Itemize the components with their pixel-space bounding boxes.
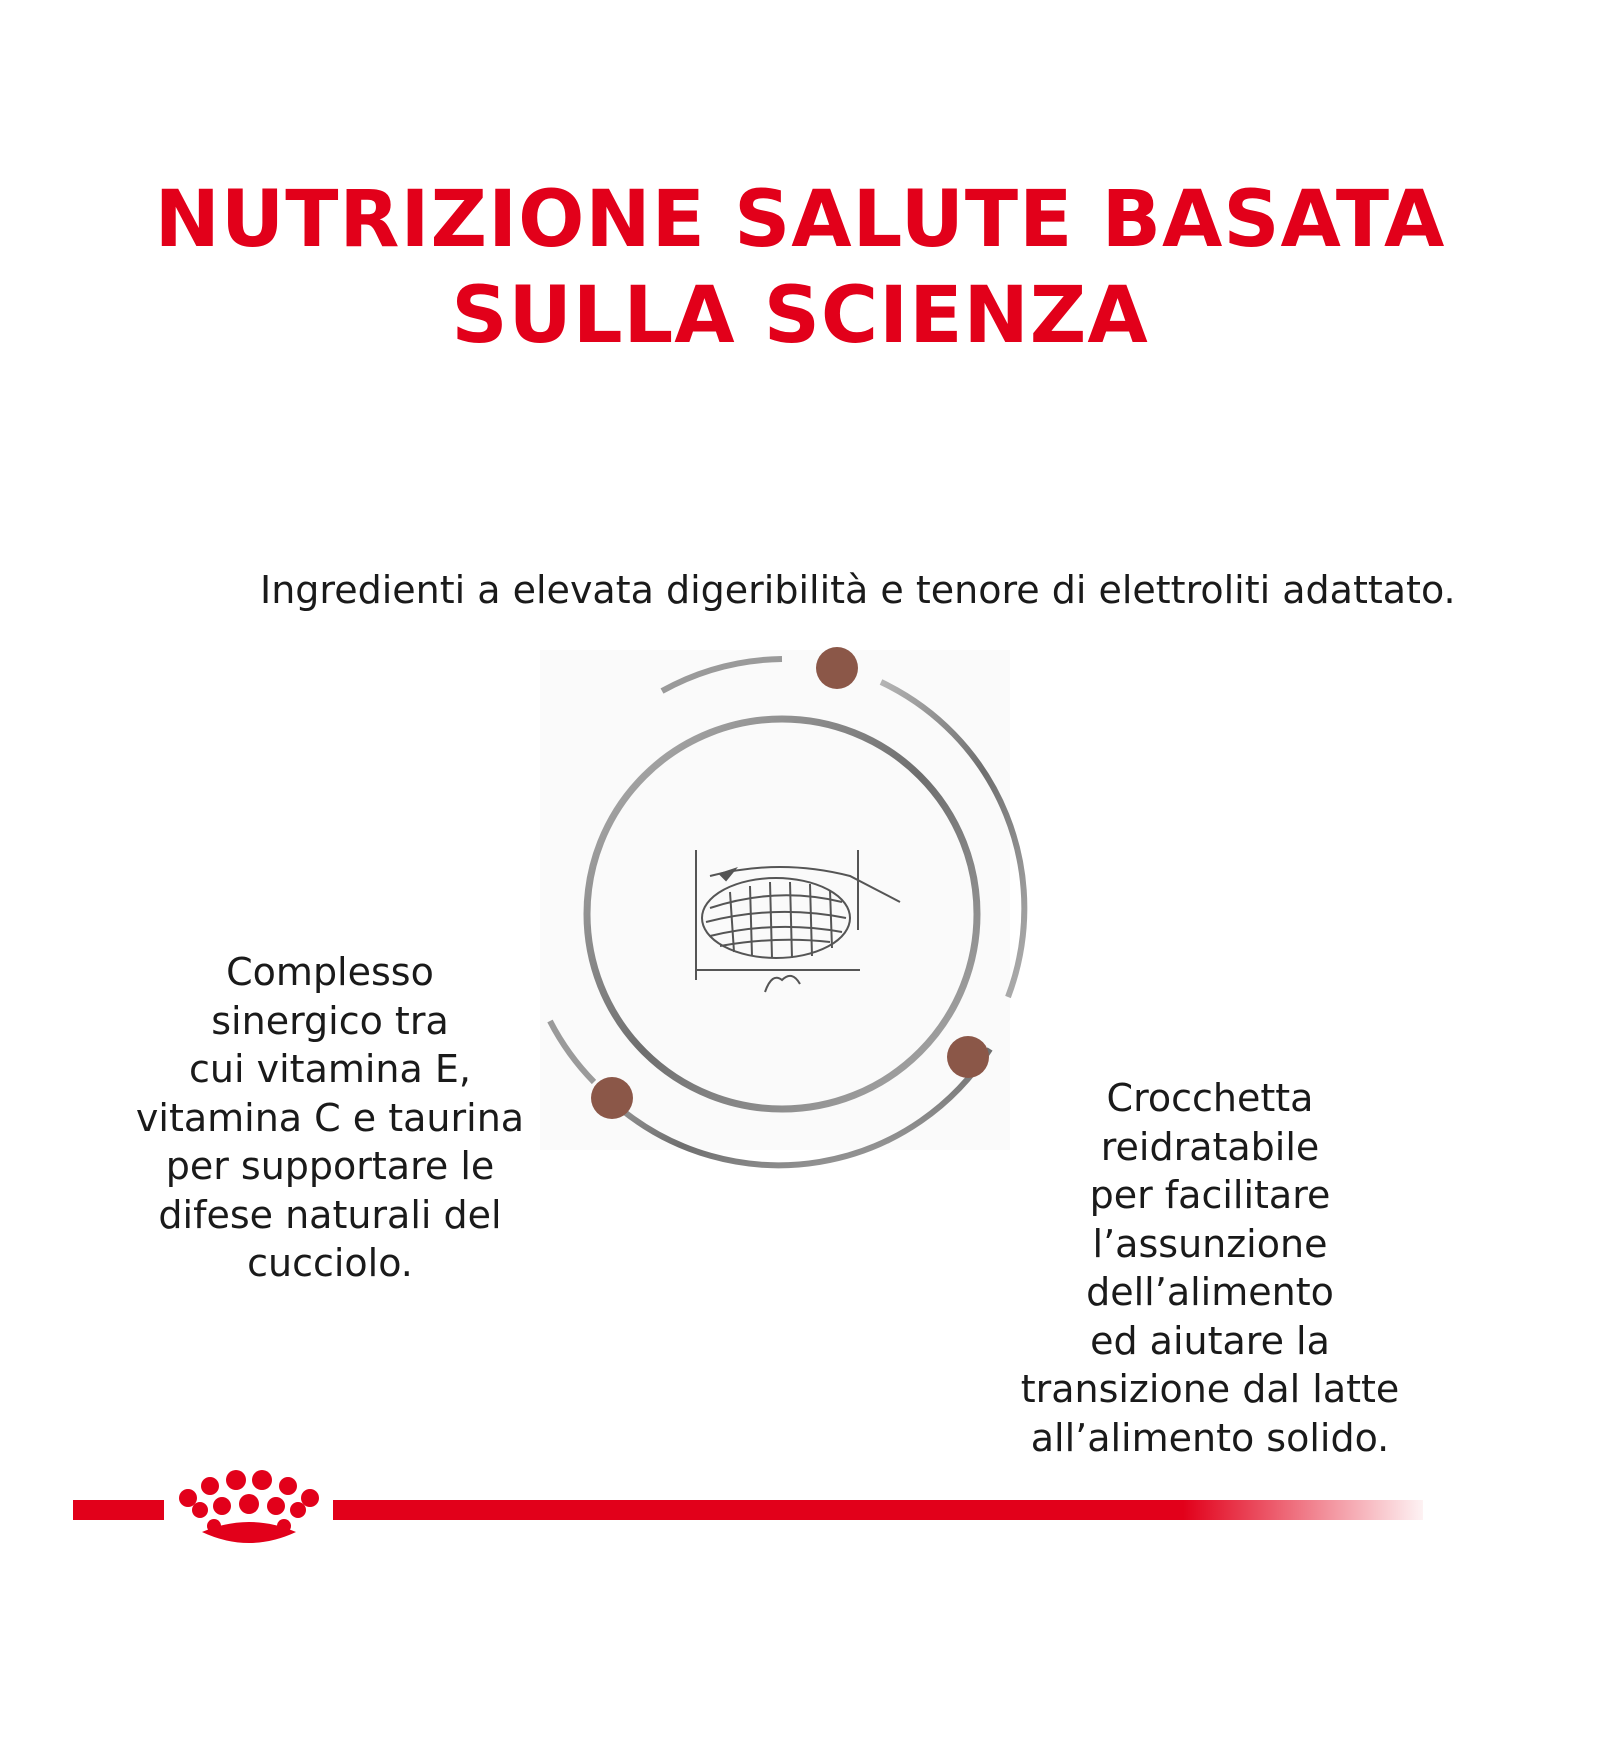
benefit-right-line: per facilitare <box>1089 1173 1331 1217</box>
kibble-diagram <box>520 640 1040 1180</box>
title-line-1: NUTRIZIONE SALUTE BASATA <box>154 175 1446 265</box>
benefit-right-line: transizione dal latte <box>1020 1367 1400 1411</box>
benefit-right-line: all’alimento solido. <box>1030 1415 1390 1460</box>
marker-dot-left <box>591 1077 633 1119</box>
marker-dot-right <box>947 1036 989 1078</box>
benefit-left-text <box>130 948 530 1288</box>
benefit-left-line: Complesso <box>226 950 434 994</box>
benefit-left-line: cucciolo. <box>247 1241 413 1285</box>
benefit-left-line: sinergico tra <box>211 998 449 1043</box>
benefit-left-line: per supportare le <box>165 1144 495 1188</box>
benefit-right-line: dell’alimento <box>1086 1270 1334 1314</box>
diagram-svg <box>520 640 1040 1180</box>
benefit-right-line: l’assunzione <box>1092 1221 1328 1266</box>
benefit-right-text <box>1000 1074 1420 1462</box>
crown-logo-icon <box>179 1470 319 1543</box>
benefit-right-line: reidratabile <box>1100 1124 1320 1169</box>
benefit-left-line: cui vitamina E, <box>189 1047 471 1091</box>
page-title <box>0 172 1600 364</box>
diagram-background <box>540 650 1010 1150</box>
footer-line-left <box>73 1500 164 1520</box>
benefit-right-line: Crocchetta <box>1106 1076 1314 1120</box>
footer-line-right <box>333 1500 1423 1520</box>
footer-svg <box>0 1450 1600 1550</box>
benefit-left-line: vitamina C e taurina <box>135 1095 525 1140</box>
benefit-top-text: Ingredienti a elevata digeribilità e tenore di elettroliti adattato. <box>260 568 1456 612</box>
title-line-2: SULLA SCIENZA <box>451 271 1149 361</box>
marker-dot-top <box>816 647 858 689</box>
benefit-left-line: difese naturali del <box>158 1192 502 1237</box>
brand-footer-bar <box>0 1450 1600 1550</box>
benefit-right-line: ed aiutare la <box>1090 1318 1330 1363</box>
